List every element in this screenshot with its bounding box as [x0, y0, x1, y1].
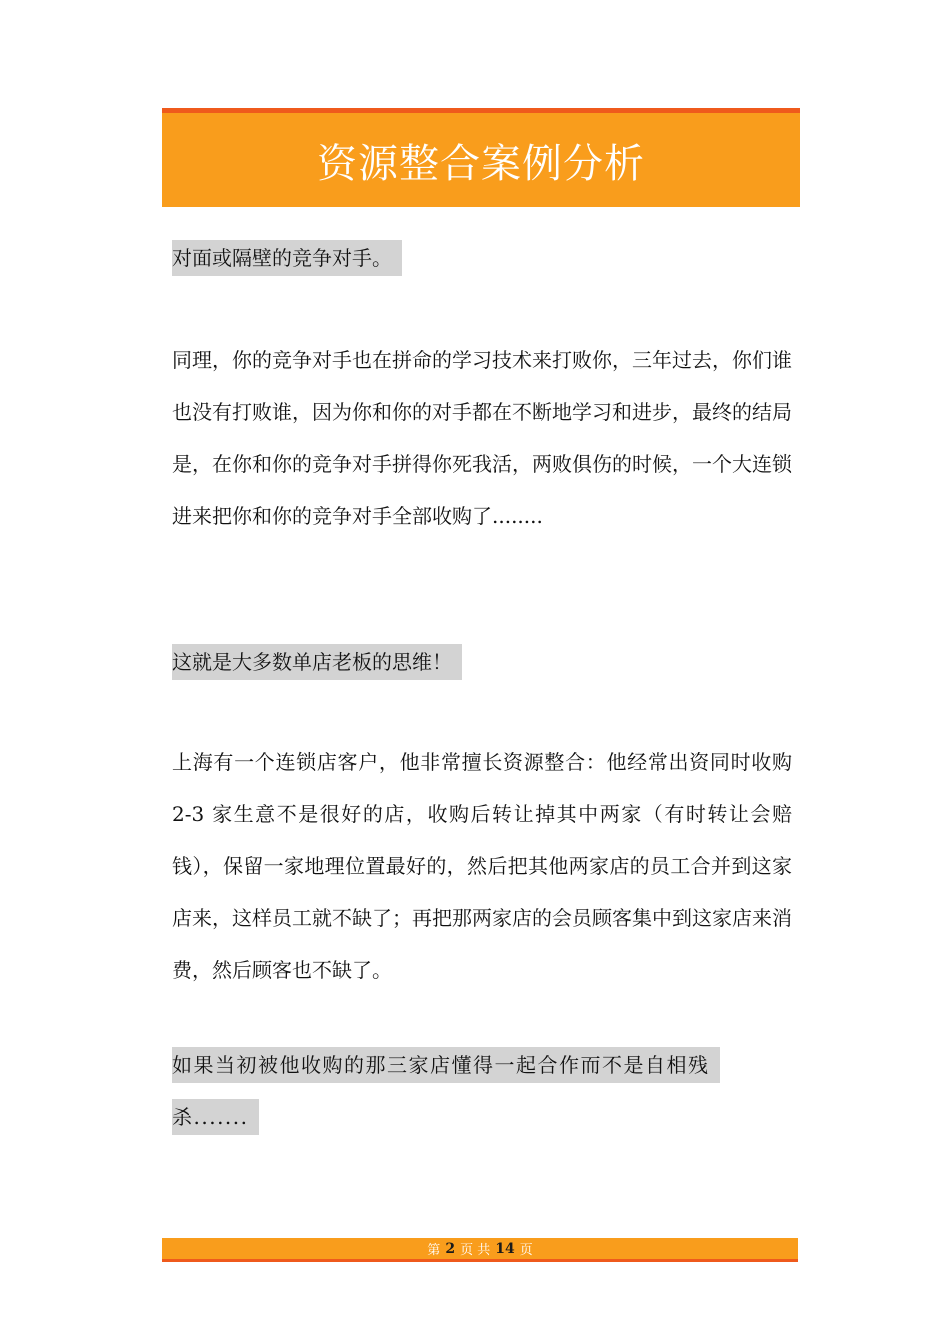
footer-prefix: 第: [427, 1243, 441, 1258]
paragraph-4: 上海有一个连锁店客户，他非常擅长资源整合：他经常出资同时收购 2-3 家生意不是很好的店，收购后转让掉其中两家（有时转让会赔钱），保留一家地理位置最好的，然后把其他两家店的员工合并到这家店来，这样员工就不缺了；再把那两家店的会员顾客集中到这家店来消费，然后顾客也不缺了。: [172, 750, 792, 982]
page-footer: [162, 1238, 798, 1262]
highlighted-text: 对面或隔壁的竞争对手。: [172, 240, 402, 276]
paragraph-1: [172, 232, 792, 284]
footer-suffix: 页: [519, 1243, 533, 1258]
paragraph-5: [172, 1039, 792, 1143]
highlighted-text: 这就是大多数单店老板的思维！: [172, 644, 462, 680]
footer-page-number: 2: [445, 1240, 456, 1257]
paragraph-3: [172, 636, 792, 688]
page-header-banner: [162, 108, 800, 207]
page-title: 资源整合案例分析: [317, 140, 645, 187]
footer-middle: 页 共: [460, 1243, 491, 1258]
footer-total-pages: 14: [495, 1240, 515, 1257]
highlighted-text: 如果当初被他收购的那三家店懂得一起合作而不是自相残杀.......: [172, 1047, 720, 1135]
paragraph-2: 同理，你的竞争对手也在拼命的学习技术来打败你，三年过去，你们谁也没有打败谁，因为你和你的对手都在不断地学习和进步，最终的结局是，在你和你的竞争对手拼得你死我活，两败俱伤的时候，一个大连锁进来把你和你的竞争对手全部收购了........: [172, 348, 792, 528]
